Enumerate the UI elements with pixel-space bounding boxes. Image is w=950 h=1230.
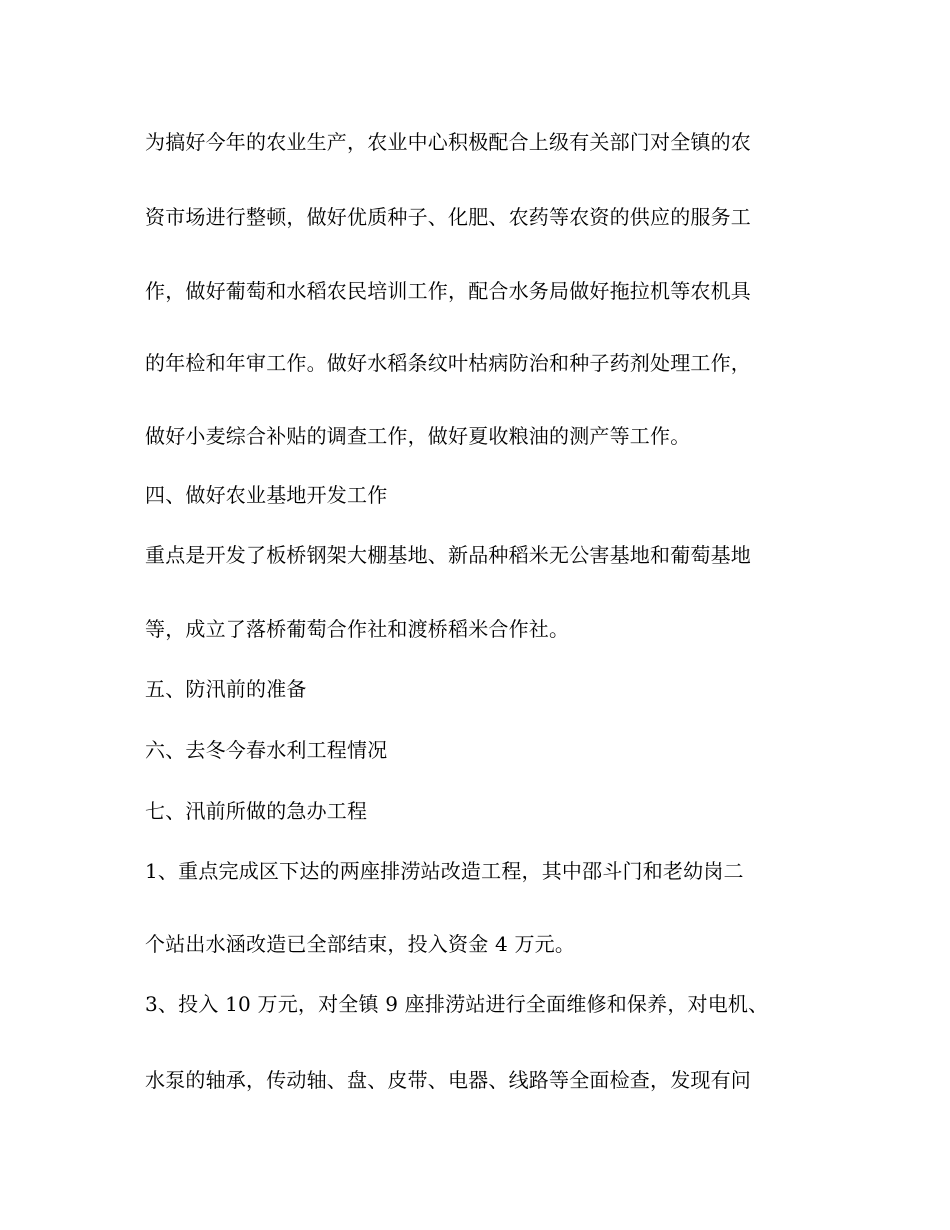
paragraph-line: 为搞好今年的农业生产，农业中心积极配合上级有关部门对全镇的农 bbox=[145, 130, 751, 154]
paragraph-line: 重点是开发了板桥钢架大棚基地、新品种稻米无公害基地和葡萄基地 bbox=[145, 543, 751, 567]
section-heading: 七、汛前所做的急办工程 bbox=[145, 799, 368, 823]
list-item-line: 水泵的轴承，传动轴、盘、皮带、电器、线路等全面检查，发现有问 bbox=[145, 1068, 751, 1092]
list-item-line: 1、重点完成区下达的两座排涝站改造工程，其中邵斗门和老幼岗二 bbox=[145, 859, 744, 883]
paragraph-line: 的年检和年审工作。做好水稻条纹叶枯病防治和种子药剂处理工作， bbox=[145, 351, 751, 375]
paragraph-line: 作，做好葡萄和水稻农民培训工作，配合水务局做好拖拉机等农机具 bbox=[145, 279, 751, 303]
paragraph-line: 资市场进行整顿，做好优质种子、化肥、农药等农资的供应的服务工 bbox=[145, 205, 751, 229]
paragraph-line: 等，成立了落桥葡萄合作社和渡桥稻米合作社。 bbox=[145, 617, 570, 641]
section-heading: 五、防汛前的准备 bbox=[145, 677, 307, 701]
list-item-line: 个站出水涵改造已全部结束，投入资金 4 万元。 bbox=[145, 932, 576, 956]
list-item-line: 3、投入 10 万元，对全镇 9 座排涝站进行全面维修和保养，对电机、 bbox=[145, 992, 769, 1016]
paragraph-line: 做好小麦综合补贴的调查工作，做好夏收粮油的测产等工作。 bbox=[145, 424, 691, 448]
section-heading: 四、做好农业基地开发工作 bbox=[145, 483, 388, 507]
section-heading: 六、去冬今春水利工程情况 bbox=[145, 738, 388, 762]
